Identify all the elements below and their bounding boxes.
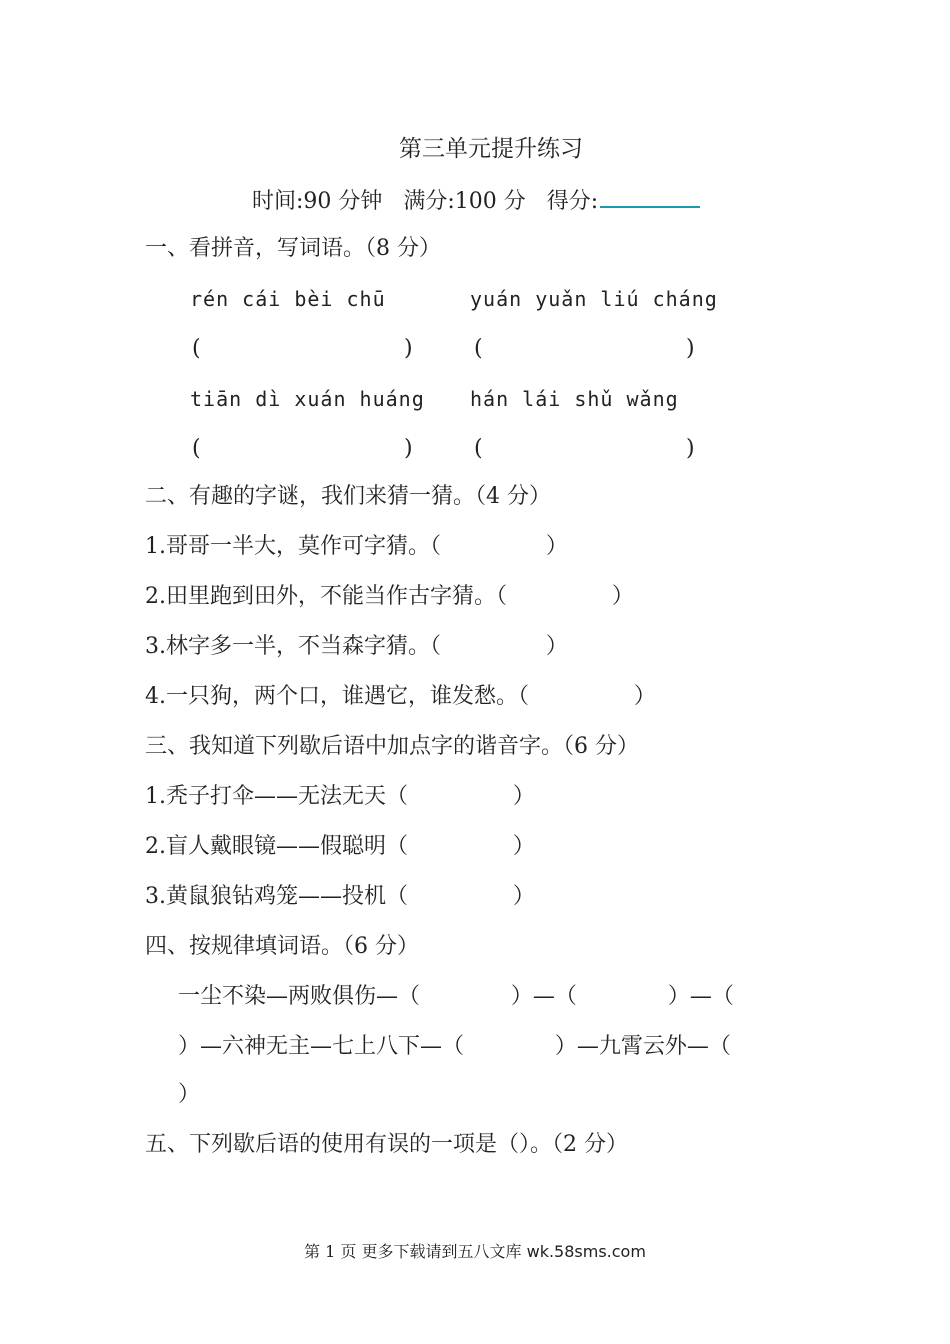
score-blank[interactable] xyxy=(600,184,700,208)
riddle-1: 1.哥哥一半大，莫作可字猜。（ ） xyxy=(145,534,568,559)
pinyin-3: tiān dì xuán huáng xyxy=(190,387,425,411)
xiehouyu-2: 2.盲人戴眼镜——假聪明（ ） xyxy=(145,834,535,859)
xiehouyu-1: 1.秃子打伞——无法无天（ ） xyxy=(145,784,535,809)
pattern-line-2: ）—六神无主—七上八下—（ ）—九霄云外—（ xyxy=(178,1034,731,1059)
pattern-line-1: 一尘不染—两败俱伤—（ ）—（ ）—（ xyxy=(178,984,734,1009)
pinyin-2: yuán yuǎn liú cháng xyxy=(470,287,718,311)
pinyin-1: rén cái bèi chū xyxy=(190,287,386,311)
section-5-heading: 五、下列歇后语的使用有误的一项是（）。（2 分） xyxy=(145,1132,628,1157)
xiehouyu-3: 3.黄鼠狼钻鸡笼——投机（ ） xyxy=(145,884,535,909)
section-3-heading: 三、我知道下列歇后语中加点字的谐音字。（6 分） xyxy=(145,734,639,759)
bracket-close: ) xyxy=(686,436,695,461)
pinyin-4: hán lái shǔ wǎng xyxy=(470,387,679,411)
section-1-heading: 一、看拼音，写词语。（8 分） xyxy=(145,236,441,261)
exam-info xyxy=(252,184,700,217)
page-footer xyxy=(0,1240,950,1264)
bracket-open: ( xyxy=(474,436,483,461)
bracket-close: ) xyxy=(404,336,413,361)
riddle-4: 4.一只狗，两个口，谁遇它，谁发愁。（ ） xyxy=(145,684,656,709)
page-title: 第三单元提升练习 xyxy=(399,136,583,162)
section-2-heading: 二、有趣的字谜，我们来猜一猜。（4 分） xyxy=(145,484,551,509)
exam-info-text: 时间:90 分钟 满分:100 分 得分: xyxy=(252,189,599,214)
section-4-heading: 四、按规律填词语。（6 分） xyxy=(145,934,419,959)
footer-page: 第 1 页 更多下载请到五八文库 xyxy=(304,1242,522,1261)
riddle-2: 2.田里跑到田外，不能当作古字猜。（ ） xyxy=(145,584,634,609)
footer-site-link[interactable]: wk.58sms.com xyxy=(526,1242,646,1261)
riddle-3: 3.林字多一半，不当森字猜。（ ） xyxy=(145,634,568,659)
bracket-close: ) xyxy=(686,336,695,361)
bracket-close: ) xyxy=(404,436,413,461)
pattern-line-3: ） xyxy=(178,1082,201,1107)
bracket-open: ( xyxy=(474,336,483,361)
bracket-open: ( xyxy=(192,436,201,461)
bracket-open: ( xyxy=(192,336,201,361)
